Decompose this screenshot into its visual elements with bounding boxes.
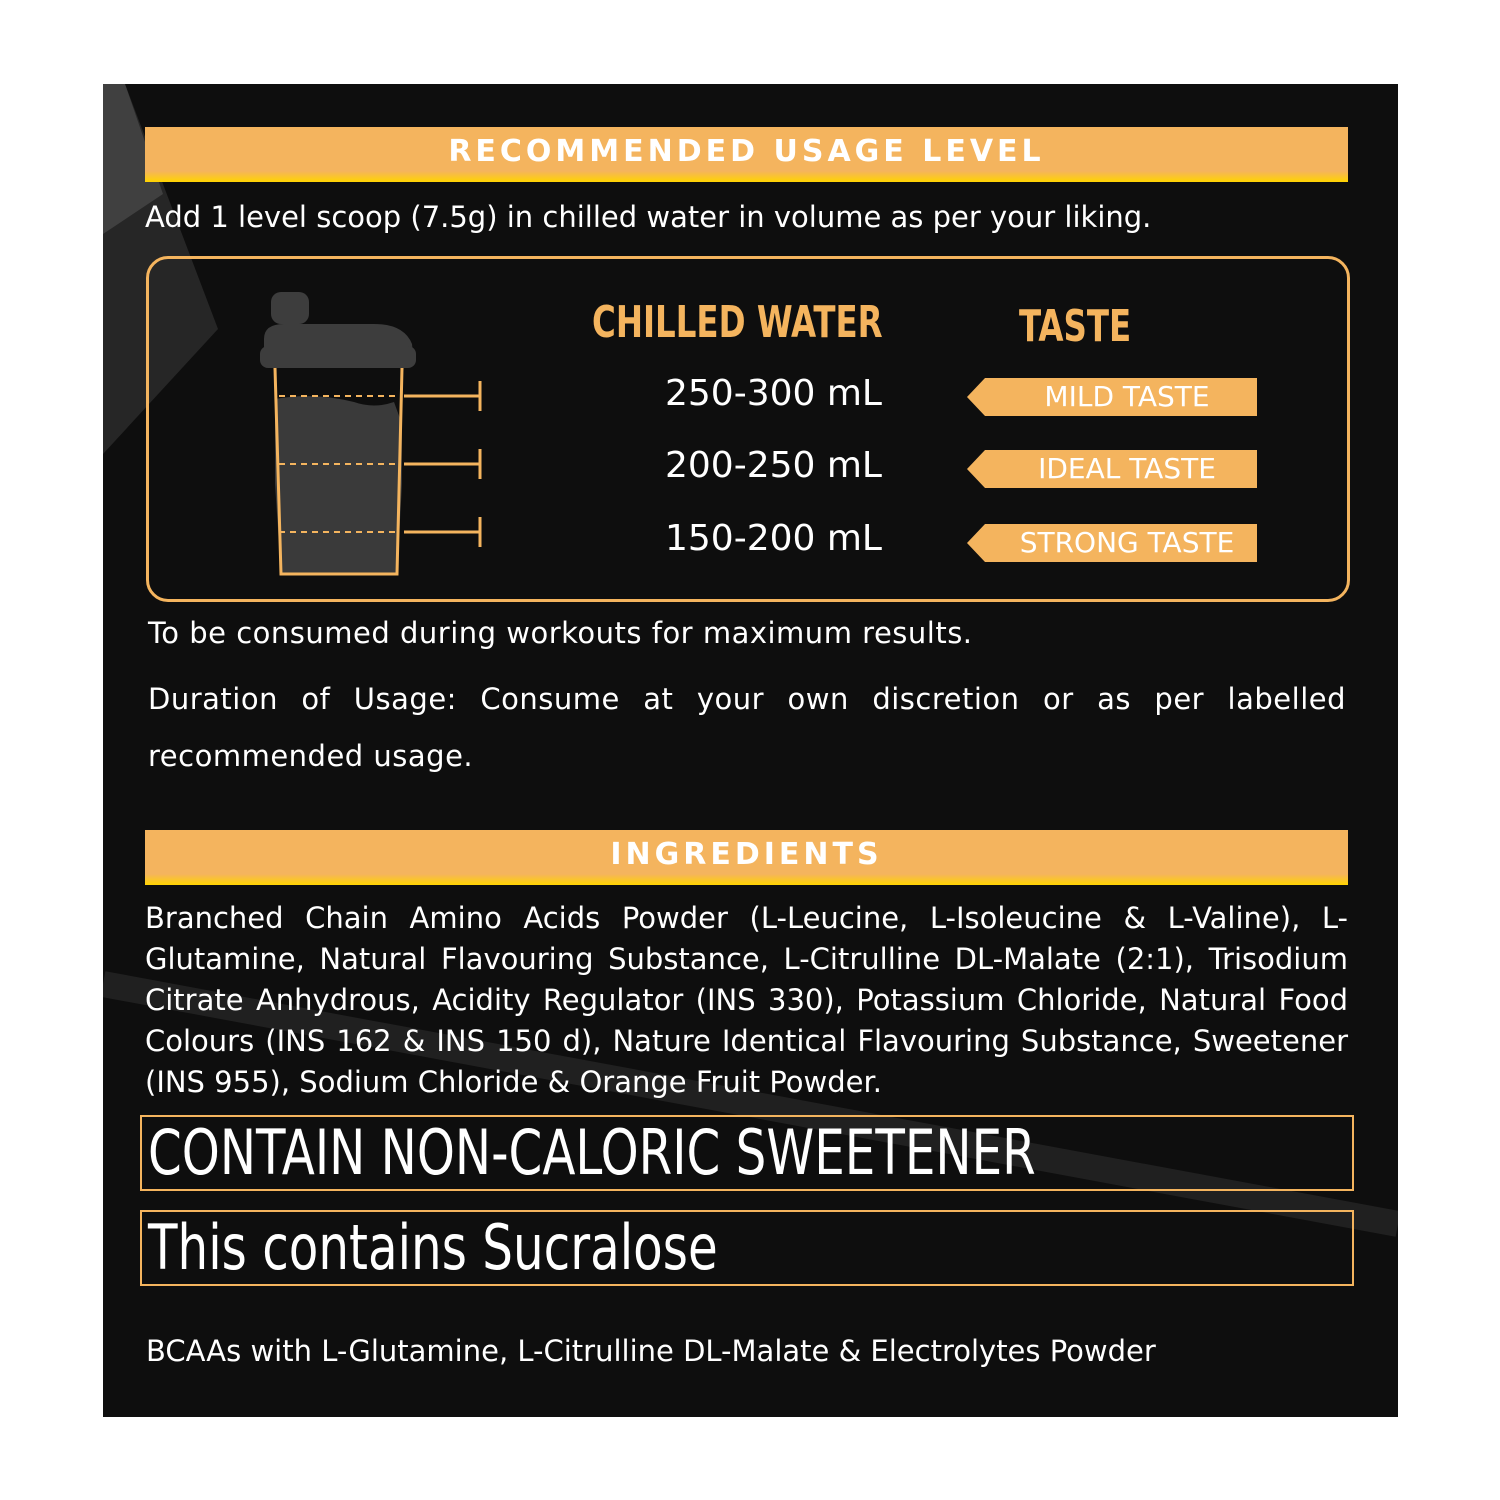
usage-duration: Duration of Usage: Consume at your own discretion or as per labelled recommended usage. — [148, 682, 1346, 773]
usage-note: To be consumed during workouts for maximum results. — [148, 616, 973, 650]
sucralose-warning: This contains Sucralose — [148, 1211, 718, 1284]
taste-label-1: MILD TASTE — [1044, 380, 1210, 413]
shaker-icon — [254, 284, 494, 584]
column-header-chilled-water: CHILLED WATER — [592, 297, 883, 348]
taste-tag-2 — [967, 450, 1257, 488]
usage-table-box — [146, 256, 1350, 602]
taste-label-2: IDEAL TASTE — [1038, 452, 1216, 485]
water-volume-1: 250-300 mL — [665, 373, 882, 414]
non-caloric-warning: CONTAIN NON-CALORIC SWEETENER — [148, 1116, 1036, 1189]
non-caloric-warning-box — [140, 1115, 1354, 1191]
column-header-taste: TASTE — [1019, 301, 1132, 352]
taste-tag-3 — [967, 524, 1257, 562]
taste-label-3: STRONG TASTE — [1019, 526, 1235, 559]
usage-instruction: Add 1 level scoop (7.5g) in chilled water in volume as per your liking. — [145, 200, 1152, 234]
ingredients-text: Branched Chain Amino Acids Powder (L-Leucine, L-Isoleucine & L-Valine), L-Glutamine, Natural Flavouring Substance, L-Citrulline DL-Malate (2:1), Trisodium Citrate Anhydrous, Acidity Regulator (INS 330), Potassium Chloride, Natural Food Colours (INS 162 & INS 150 d), Nature Identical Flavouring Substance, Sweetener (INS 955), Sodium Chloride & Orange Fruit Powder. — [145, 901, 1348, 1099]
product-description: BCAAs with L-Glutamine, L-Citrulline DL-Malate & Electrolytes Powder — [146, 1334, 1156, 1368]
water-volume-3: 150-200 mL — [665, 518, 882, 559]
usage-banner: RECOMMENDED USAGE LEVEL — [145, 127, 1348, 182]
water-volume-2: 200-250 mL — [665, 445, 882, 486]
label-panel — [103, 84, 1398, 1417]
sucralose-warning-box — [140, 1210, 1354, 1286]
ingredients-banner: INGREDIENTS — [145, 830, 1348, 885]
taste-tag-1 — [967, 378, 1257, 416]
